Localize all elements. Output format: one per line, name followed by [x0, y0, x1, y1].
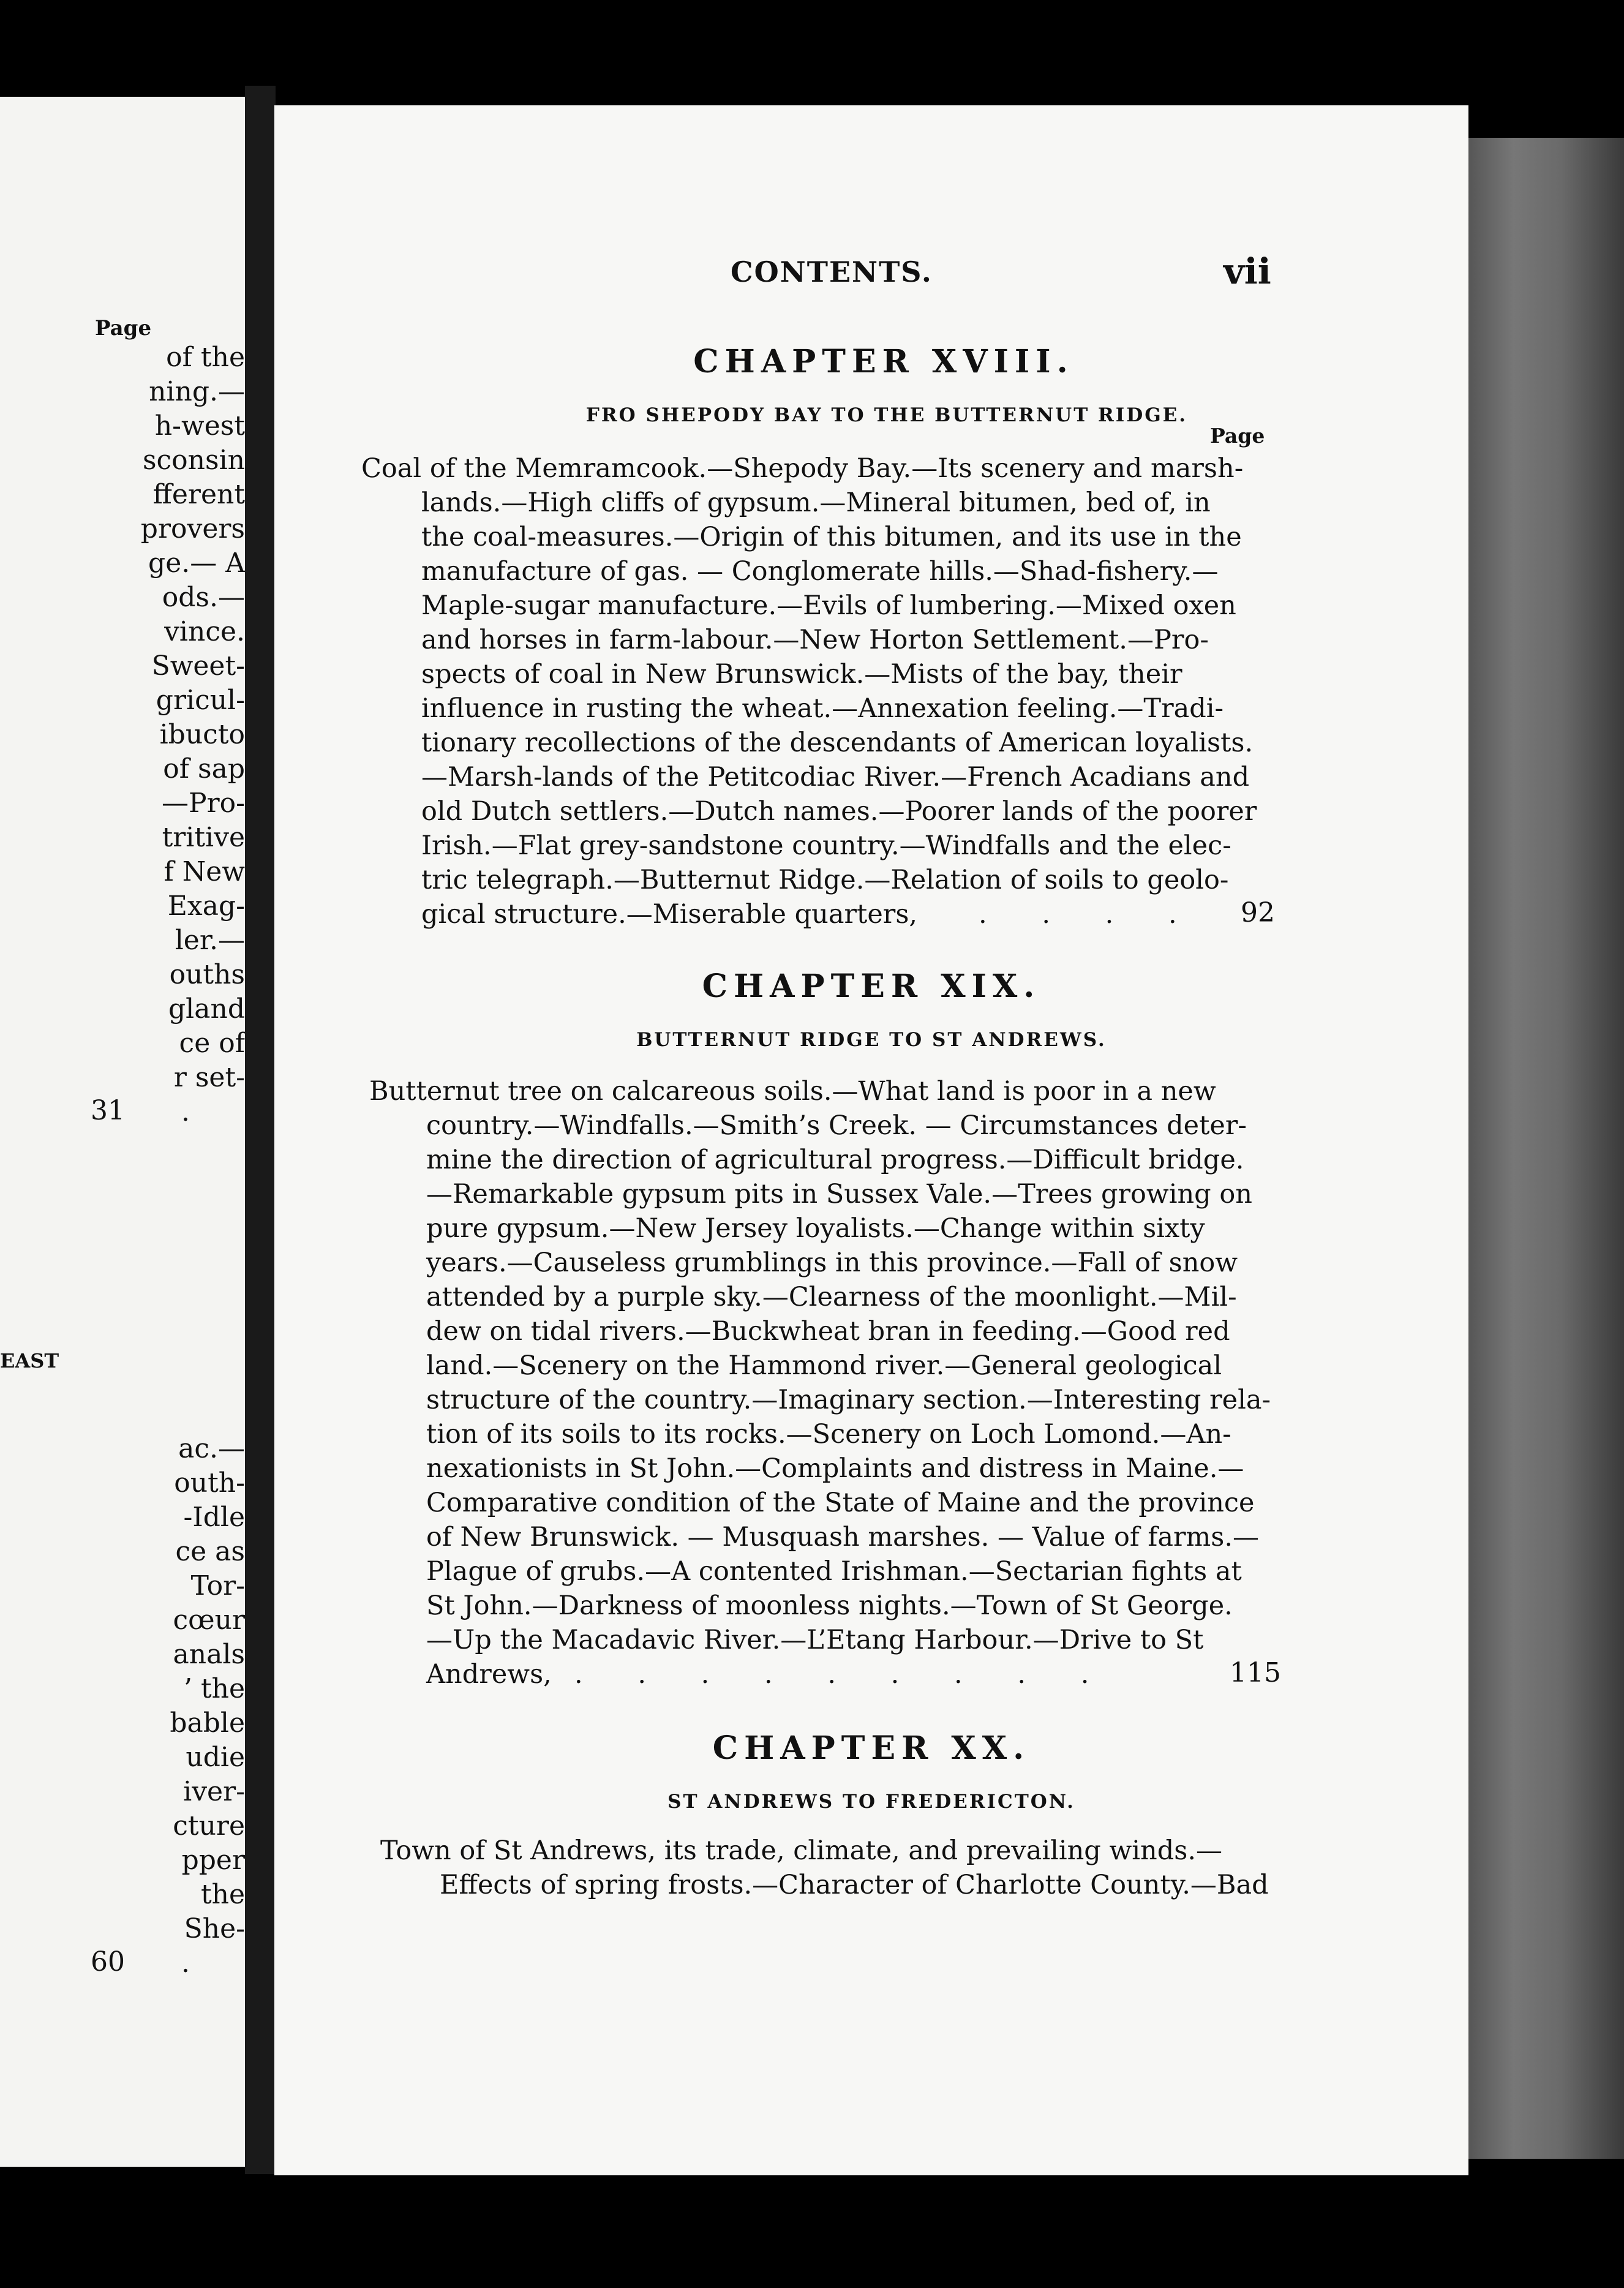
left-line: fferent — [152, 479, 245, 510]
dot-leader: . . . . — [979, 899, 1200, 930]
toc-line: mine the direction of agricultural progress.—Difficult bridge. — [426, 1145, 1244, 1175]
left-line: sconsin — [142, 445, 245, 476]
left-line: outh- — [174, 1467, 245, 1499]
left-line: bable — [170, 1707, 245, 1739]
toc-line: Plague of grubs.—A contented Irishman.—Sectarian fights at — [426, 1556, 1242, 1587]
chapter-subtitle: FRO SHEPODY BAY TO THE BUTTERNUT RIDGE. — [585, 404, 1188, 426]
left-line: ge.— A — [148, 548, 245, 579]
toc-line: structure of the country.—Imaginary section.—Interesting rela- — [426, 1385, 1271, 1415]
running-head-page-number: vii — [1224, 250, 1271, 292]
left-line: ce of — [179, 1028, 245, 1059]
left-page-number: 31 — [91, 1095, 125, 1126]
toc-line: spects of coal in New Brunswick.—Mists of the bay, their — [421, 659, 1182, 690]
left-line: . — [181, 1947, 190, 1979]
toc-line: Coal of the Memramcook.—Shepody Bay.—Its scenery and marsh- — [361, 453, 1244, 484]
toc-line: the coal-measures.—Origin of this bitumen, and its use in the — [421, 522, 1242, 552]
left-line: ’ the — [183, 1673, 245, 1704]
left-line: r set- — [173, 1062, 245, 1093]
toc-line: Comparative condition of the State of Maine and the province — [426, 1488, 1255, 1518]
toc-line: dew on tidal rivers.—Buckwheat bran in feeding.—Good red — [426, 1316, 1230, 1347]
left-page-number: 60 — [91, 1946, 125, 1978]
left-line: ibucto — [159, 719, 245, 750]
toc-line: —Marsh-lands of the Petitcodiac River.—French Acadians and — [421, 762, 1250, 792]
left-line: anals — [173, 1639, 245, 1670]
page-column-label: Page — [1210, 424, 1265, 448]
toc-line: Andrews, — [426, 1659, 552, 1690]
contents-page — [274, 105, 1468, 2175]
toc-line: land.—Scenery on the Hammond river.—General geological — [426, 1350, 1222, 1381]
toc-line: of New Brunswick. — Musquash marshes. — Value of farms.— — [426, 1522, 1260, 1552]
toc-line: Maple-sugar manufacture.—Evils of lumbering.—Mixed oxen — [421, 590, 1236, 621]
toc-line: Effects of spring frosts.—Character of Charlotte County.—Bad — [440, 1870, 1269, 1900]
left-line: gland — [168, 993, 245, 1025]
left-line: cœur — [173, 1605, 245, 1636]
toc-line: —Up the Macadavic River.—L’Etang Harbour.—Drive to St — [426, 1625, 1204, 1655]
toc-line: tric telegraph.—Butternut Ridge.—Relation of soils to geolo- — [421, 865, 1229, 895]
left-line: f New — [164, 856, 245, 887]
left-line: Exag- — [167, 890, 245, 922]
left-line: tritive — [162, 822, 245, 853]
toc-line: nexationists in St John.—Complaints and distress in Maine.— — [426, 1453, 1244, 1484]
left-line: -Idle — [183, 1502, 245, 1533]
left-line: ce as — [175, 1536, 245, 1567]
left-facing-page — [0, 97, 245, 2167]
toc-line-part: Butternut tree on calcareous soils.—What land is poor in a new — [369, 1076, 1216, 1107]
toc-line: gical structure.—Miserable quarters, — [421, 899, 918, 930]
chapter-page-number: 92 — [1241, 897, 1275, 928]
chapter-subtitle: BUTTERNUT RIDGE TO ST ANDREWS. — [636, 1029, 1107, 1051]
toc-line: old Dutch settlers.—Dutch names.—Poorer lands of the poorer — [421, 796, 1257, 827]
left-line: ouths — [169, 959, 245, 990]
toc-line: Irish.—Flat grey-sandstone country.—Windfalls and the elec- — [421, 830, 1231, 861]
toc-line: Town of St Andrews, its trade, climate, and prevailing winds.— — [380, 1835, 1223, 1866]
left-line: of sap — [163, 753, 245, 785]
left-line: udie — [186, 1742, 245, 1773]
chapter-heading: CHAPTER XIX. — [702, 968, 1041, 1005]
left-line: cture — [173, 1810, 245, 1842]
toc-line: attended by a purple sky.—Clearness of the moonlight.—Mil- — [426, 1282, 1237, 1312]
page-edge-stack — [1467, 138, 1624, 2159]
left-line: . — [181, 1096, 190, 1127]
toc-line: years.—Causeless grumblings in this province.—Fall of snow — [426, 1247, 1238, 1278]
left-line: ler.— — [175, 925, 245, 956]
chapter-subtitle: ST ANDREWS TO FREDERICTON. — [667, 1791, 1075, 1813]
toc-line: tion of its soils to its rocks.—Scenery on Loch Lomond.—An- — [426, 1419, 1231, 1450]
left-line: ning.— — [149, 376, 245, 407]
toc-line: St John.—Darkness of moonless nights.—Town of St George. — [426, 1590, 1233, 1621]
toc-line: tionary recollections of the descendants of American loyalists. — [421, 728, 1254, 758]
toc-line: pure gypsum.—New Jersey loyalists.—Change within sixty — [426, 1213, 1205, 1244]
toc-line: country.—Windfalls.—Smith’s Creek. — Circumstances deter- — [426, 1110, 1247, 1141]
toc-line — [369, 1074, 1216, 1108]
left-line: gricul- — [156, 685, 245, 716]
left-page-label: Page — [95, 316, 152, 341]
left-line: provers — [140, 513, 245, 544]
left-line: of the — [166, 342, 245, 373]
toc-line: lands.—High cliffs of gypsum.—Mineral bitumen, bed of, in — [421, 487, 1211, 518]
toc-line: and horses in farm-labour.—New Horton Settlement.—Pro- — [421, 625, 1209, 655]
left-line: iver- — [183, 1776, 245, 1807]
left-line: —Pro- — [162, 788, 245, 819]
left-line: the — [200, 1879, 245, 1910]
left-line: She- — [184, 1913, 245, 1944]
chapter-heading: CHAPTER XX. — [712, 1729, 1031, 1767]
left-line: Sweet- — [151, 650, 245, 682]
left-line: pper — [181, 1845, 245, 1876]
toc-line: influence in rusting the wheat.—Annexation feeling.—Tradi- — [421, 693, 1224, 724]
running-head-title: CONTENTS. — [731, 255, 933, 288]
toc-line: —Remarkable gypsum pits in Sussex Vale.—Trees growing on — [426, 1179, 1252, 1210]
left-heading-fragment: EAST — [0, 1349, 59, 1372]
chapter-heading: CHAPTER XVIII. — [693, 343, 1074, 380]
toc-line: manufacture of gas. — Conglomerate hills.—Shad-fishery.— — [421, 556, 1219, 587]
left-line: ods.— — [162, 582, 245, 613]
chapter-page-number: 115 — [1230, 1657, 1281, 1688]
left-line: ac.— — [178, 1433, 245, 1464]
left-line: vince. — [164, 616, 245, 647]
left-line: Tor- — [190, 1570, 245, 1601]
book-gutter — [245, 86, 276, 2174]
left-line: h-west — [154, 410, 245, 442]
dot-leader: . . . . . . . . . — [574, 1659, 1113, 1690]
running-head — [274, 250, 1468, 292]
